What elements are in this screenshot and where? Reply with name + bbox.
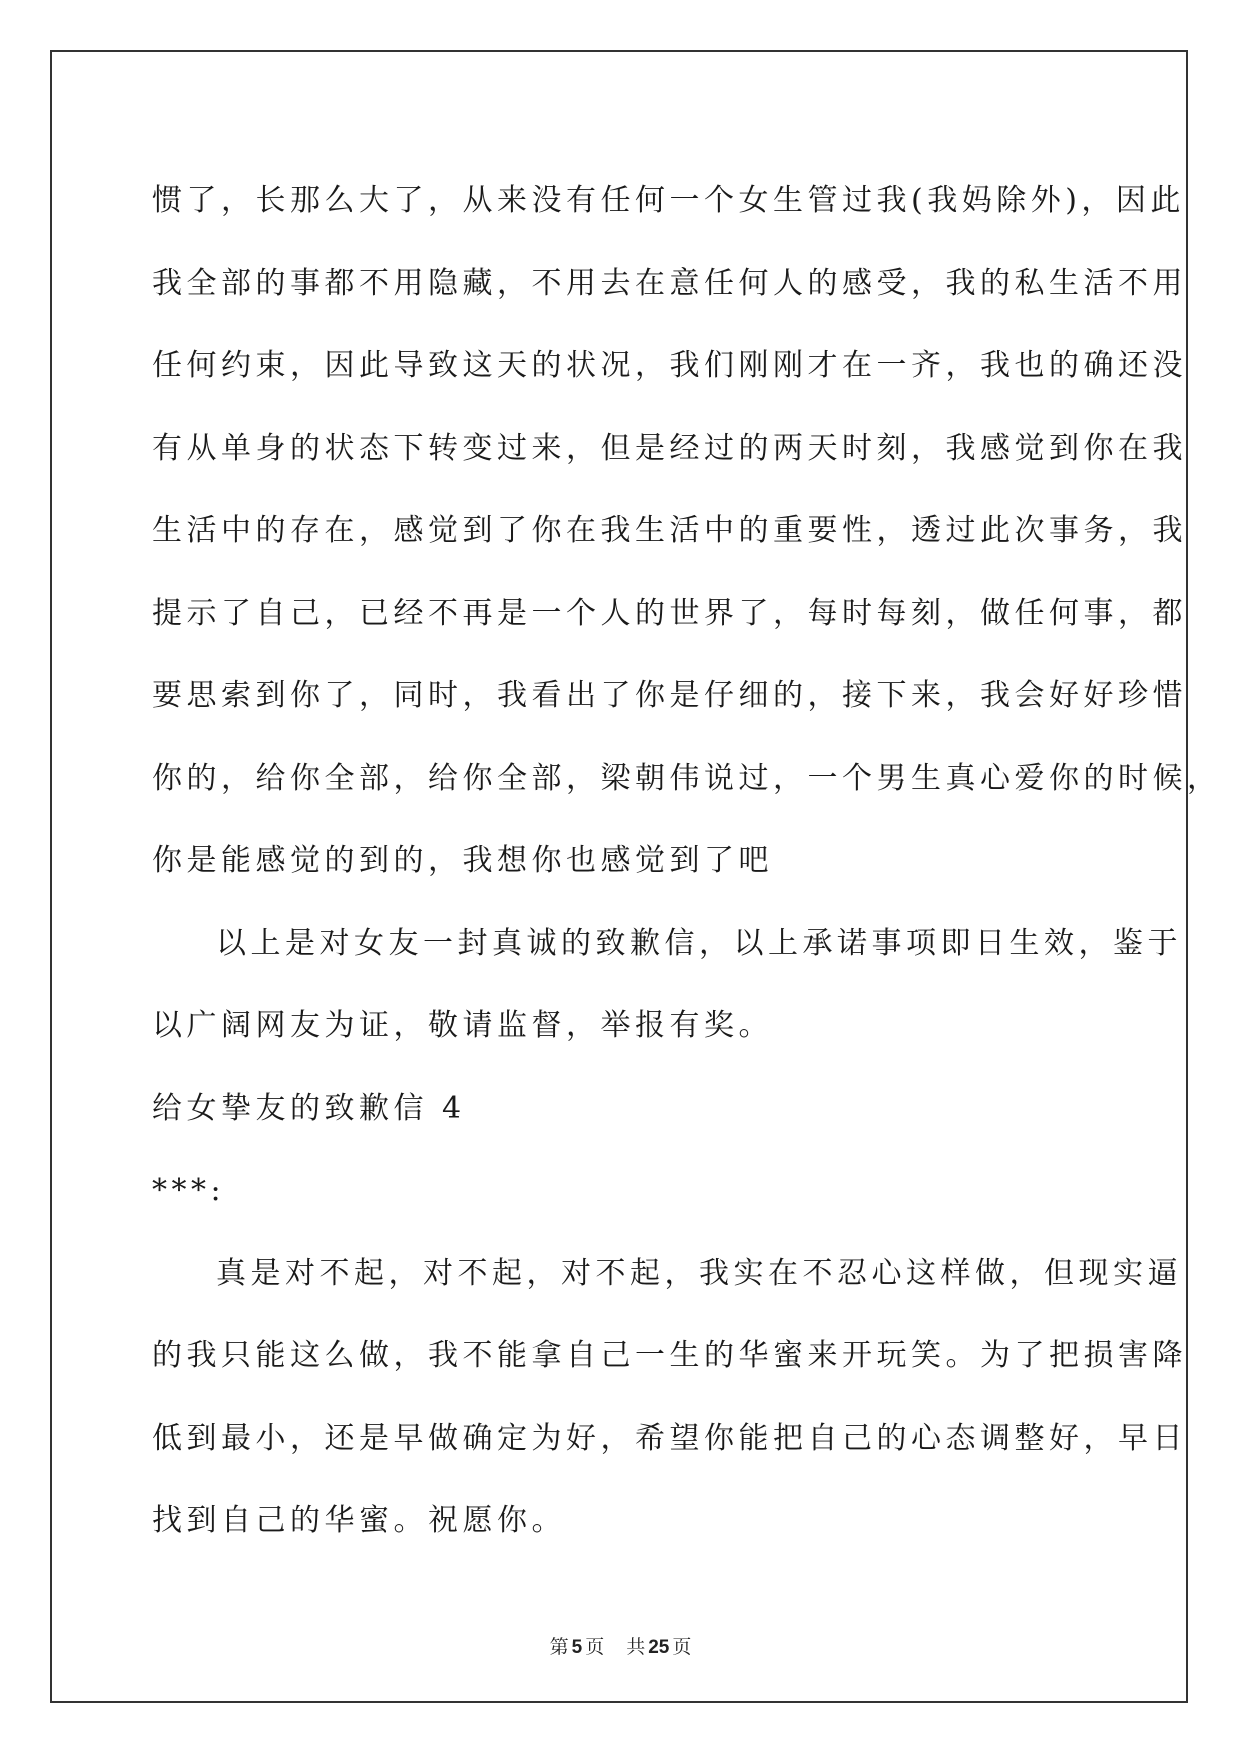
total-prefix: 共: [626, 1636, 646, 1658]
document-body: [152, 160, 1222, 1563]
page-current: 5: [571, 1637, 583, 1658]
text-line: 你的，给你全部，给你全部，梁朝伟说过，一个男生真心爱你的时候，: [152, 760, 1222, 796]
text-line: 我全部的事都不用隐藏，不用去在意任何人的感受，我的私生活不用: [152, 265, 1187, 301]
paragraph-first-line: 真是对不起，对不起，对不起，我实在不忍心这样做，但现实逼: [216, 1255, 1182, 1291]
text-line: 生活中的存在，感觉到了你在我生活中的重要性，透过此次事务，我: [152, 513, 1187, 548]
text-line: 你是能感觉的到的，我想你也感觉到了吧: [152, 843, 773, 878]
total-unit: 页: [672, 1636, 692, 1658]
text-line: 以广阔网友为证，敬请监督，举报有奖。: [152, 1008, 773, 1043]
text-line: 惯了，长那么大了，从来没有任何一个女生管过我(我妈除外)，因此: [152, 183, 1185, 218]
text-line: 要思索到你了，同时，我看出了你是仔细的，接下来，我会好好珍惜: [152, 678, 1187, 713]
page-total: 25: [648, 1637, 670, 1658]
page-prefix: 第: [549, 1636, 569, 1658]
page-footer: [0, 1632, 1241, 1659]
paragraph-first-line: 以上是对女友一封真诚的致歉信，以上承诺事项即日生效，鉴于: [216, 925, 1182, 961]
text-line: 找到自己的华蜜。祝愿你。: [152, 1503, 566, 1538]
text-line: 低到最小，还是早做确定为好，希望你能把自己的心态调整好，早日: [152, 1420, 1187, 1456]
text-line: 的我只能这么做，我不能拿自己一生的华蜜来开玩笑。为了把损害降: [152, 1338, 1187, 1373]
page-unit: 页: [585, 1636, 605, 1658]
text-line: 任何约束，因此导致这天的状况，我们刚刚才在一齐，我也的确还没: [152, 348, 1187, 383]
text-line: 提示了自己，已经不再是一个人的世界了，每时每刻，做任何事，都: [152, 595, 1187, 631]
text-line: 有从单身的状态下转变过来，但是经过的两天时刻，我感觉到你在我: [152, 430, 1187, 466]
salutation: ***:: [152, 1173, 226, 1208]
section-heading: 给女挚友的致歉信 4: [152, 1090, 466, 1126]
